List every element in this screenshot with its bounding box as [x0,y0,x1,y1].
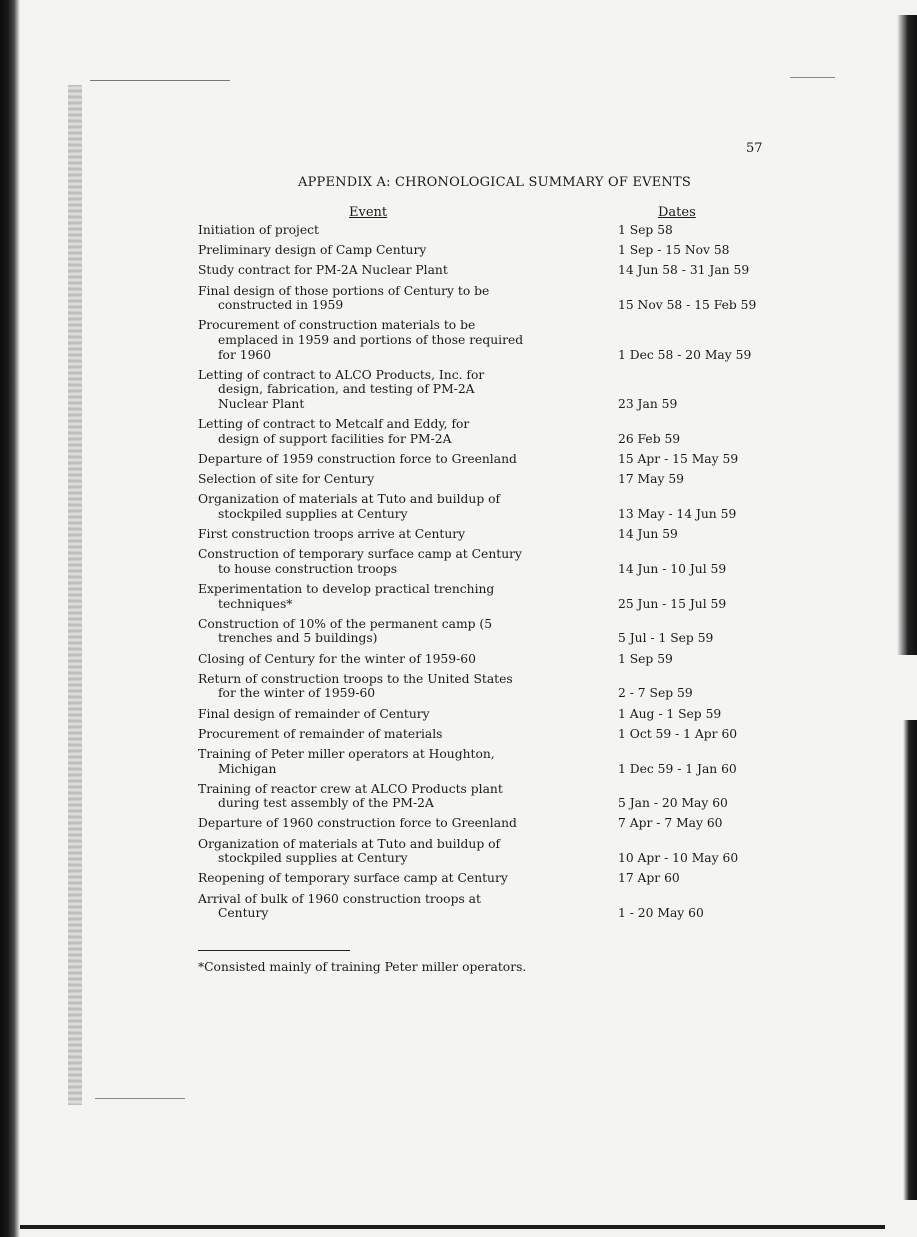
event-line: during test assembly of the PM-2A [218,796,434,811]
table-row [198,816,798,831]
event-line: Michigan [218,761,277,776]
event-description [198,223,618,238]
scan-edge-right [897,15,917,655]
table-row [198,263,798,278]
event-line: constructed in 1959 [218,298,344,313]
event-description [198,452,618,467]
event-description [198,547,618,576]
event-description [198,318,618,362]
event-description [198,672,618,701]
table-row [198,368,798,412]
event-line: Construction of 10% of the permanent camp (5 [198,616,493,631]
event-line: to house construction troops [218,561,398,576]
events-table [198,223,798,926]
event-description [198,417,618,446]
event-description [198,243,618,258]
table-row [198,492,798,521]
event-date: 1 Sep 58 [618,223,673,237]
event-line: Departure of 1960 construction force to Greenland [198,816,517,831]
event-description [198,816,618,831]
table-row [198,727,798,742]
event-line: Final design of remainder of Century [198,706,430,721]
event-line: Construction of temporary surface camp at Century [198,547,522,562]
table-row [198,672,798,701]
event-date: 25 Jun - 15 Jul 59 [618,596,727,611]
table-row [198,652,798,667]
event-line: stockpiled supplies at Century [218,506,408,521]
event-date: 1 Oct 59 - 1 Apr 60 [618,726,738,741]
event-line: Training of reactor crew at ALCO Products plant [198,781,503,796]
event-line: Experimentation to develop practical trenching [198,582,495,596]
event-line: Arrival of bulk of 1960 construction troops at [198,891,481,906]
event-date: 1 - 20 May 60 [618,906,704,921]
event-line: for the winter of 1959-60 [218,686,376,701]
table-row [198,747,798,776]
event-date: 14 Jun 58 - 31 Jan 59 [618,263,750,278]
table-row [198,582,798,611]
event-date: 1 Sep 59 [618,651,673,666]
event-line: for 1960 [218,347,272,362]
event-date: 10 Apr - 10 May 60 [618,851,739,866]
event-description [198,472,618,487]
scan-edge-right-lower [903,720,917,1200]
scan-edge-bottom [20,1225,885,1229]
event-date: 14 Jun 59 [618,527,678,542]
table-row [198,707,798,722]
table-row [198,527,798,542]
column-header-event: Event [349,205,388,220]
event-description [198,892,618,921]
event-line: Century [218,906,269,921]
event-line: Letting of contract to Metcalf and Eddy, for [198,417,470,432]
table-row [198,452,798,467]
scan-edge-left [0,0,20,1237]
table-row [198,837,798,866]
event-line: Return of construction troops to the United States [198,671,513,686]
event-line: First construction troops arrive at Century [198,527,466,542]
event-description [198,527,618,542]
event-description [198,871,618,886]
event-line: Procurement of remainder of materials [198,726,443,741]
event-description [198,782,618,811]
page-number: 57 [746,141,763,156]
event-line: Study contract for PM-2A Nuclear Plant [198,263,448,278]
table-row [198,472,798,487]
event-line: Organization of materials at Tuto and buildup of [198,492,501,507]
event-line: Departure of 1959 construction force to Greenland [198,451,517,466]
event-date: 17 Apr 60 [618,871,680,886]
event-date: 23 Jan 59 [618,396,678,411]
event-line: design, fabrication, and testing of PM-2A [218,382,475,397]
table-row [198,318,798,362]
event-date: 5 Jul - 1 Sep 59 [618,631,714,646]
event-date: 15 Apr - 15 May 59 [618,451,739,466]
event-description [198,582,618,611]
event-date: 14 Jun - 10 Jul 59 [618,561,727,576]
event-line: Preliminary design of Camp Century [198,243,427,258]
table-row [198,223,798,238]
event-line: Training of Peter miller operators at Houghton, [198,746,495,761]
event-description [198,492,618,521]
scan-rule-top-right [790,77,835,78]
event-date: 15 Nov 58 - 15 Feb 59 [618,298,757,313]
event-line: stockpiled supplies at Century [218,851,408,866]
event-line: Initiation of project [198,223,319,237]
event-description [198,747,618,776]
event-date: 1 Dec 58 - 20 May 59 [618,347,752,362]
event-line: techniques* [218,596,293,611]
event-line: design of support facilities for PM-2A [218,431,452,446]
table-row [198,417,798,446]
event-date: 1 Sep - 15 Nov 58 [618,243,730,258]
event-line: Nuclear Plant [218,396,305,411]
event-description [198,617,618,646]
table-row [198,547,798,576]
event-date: 7 Apr - 7 May 60 [618,816,723,831]
event-date: 26 Feb 59 [618,431,681,446]
event-date: 2 - 7 Sep 59 [618,686,693,701]
table-row [198,892,798,921]
event-date: 5 Jan - 20 May 60 [618,796,728,811]
column-header-dates: Dates [658,205,696,220]
event-description [198,727,618,742]
event-line: Closing of Century for the winter of 1959-60 [198,651,476,666]
event-date: 13 May - 14 Jun 59 [618,506,737,521]
event-description [198,837,618,866]
event-description [198,284,618,313]
event-line: Reopening of temporary surface camp at Century [198,871,508,886]
event-description [198,652,618,667]
event-line: Procurement of construction materials to be [198,318,476,333]
scan-rule-top [90,80,230,81]
table-row [198,782,798,811]
scan-binding-shadow [68,85,82,1105]
event-date: 1 Dec 59 - 1 Jan 60 [618,761,737,776]
event-line: Selection of site for Century [198,472,375,487]
footnote-divider [198,950,350,951]
event-line: Letting of contract to ALCO Products, Inc. for [198,367,485,382]
table-row [198,243,798,258]
event-date: 1 Aug - 1 Sep 59 [618,706,722,721]
page-title: APPENDIX A: CHRONOLOGICAL SUMMARY OF EVENTS [298,175,691,190]
event-description [198,368,618,412]
scan-rule-bottom-left [95,1098,185,1099]
event-line: emplaced in 1959 and portions of those required [218,332,524,347]
table-row [198,871,798,886]
event-date: 17 May 59 [618,472,684,487]
event-line: trenches and 5 buildings) [218,631,378,646]
table-row [198,284,798,313]
event-line: Final design of those portions of Century to be [198,283,490,298]
footnote: *Consisted mainly of training Peter miller operators. [198,960,527,974]
event-line: Organization of materials at Tuto and buildup of [198,836,501,851]
table-row [198,617,798,646]
event-description [198,707,618,722]
event-description [198,263,618,278]
